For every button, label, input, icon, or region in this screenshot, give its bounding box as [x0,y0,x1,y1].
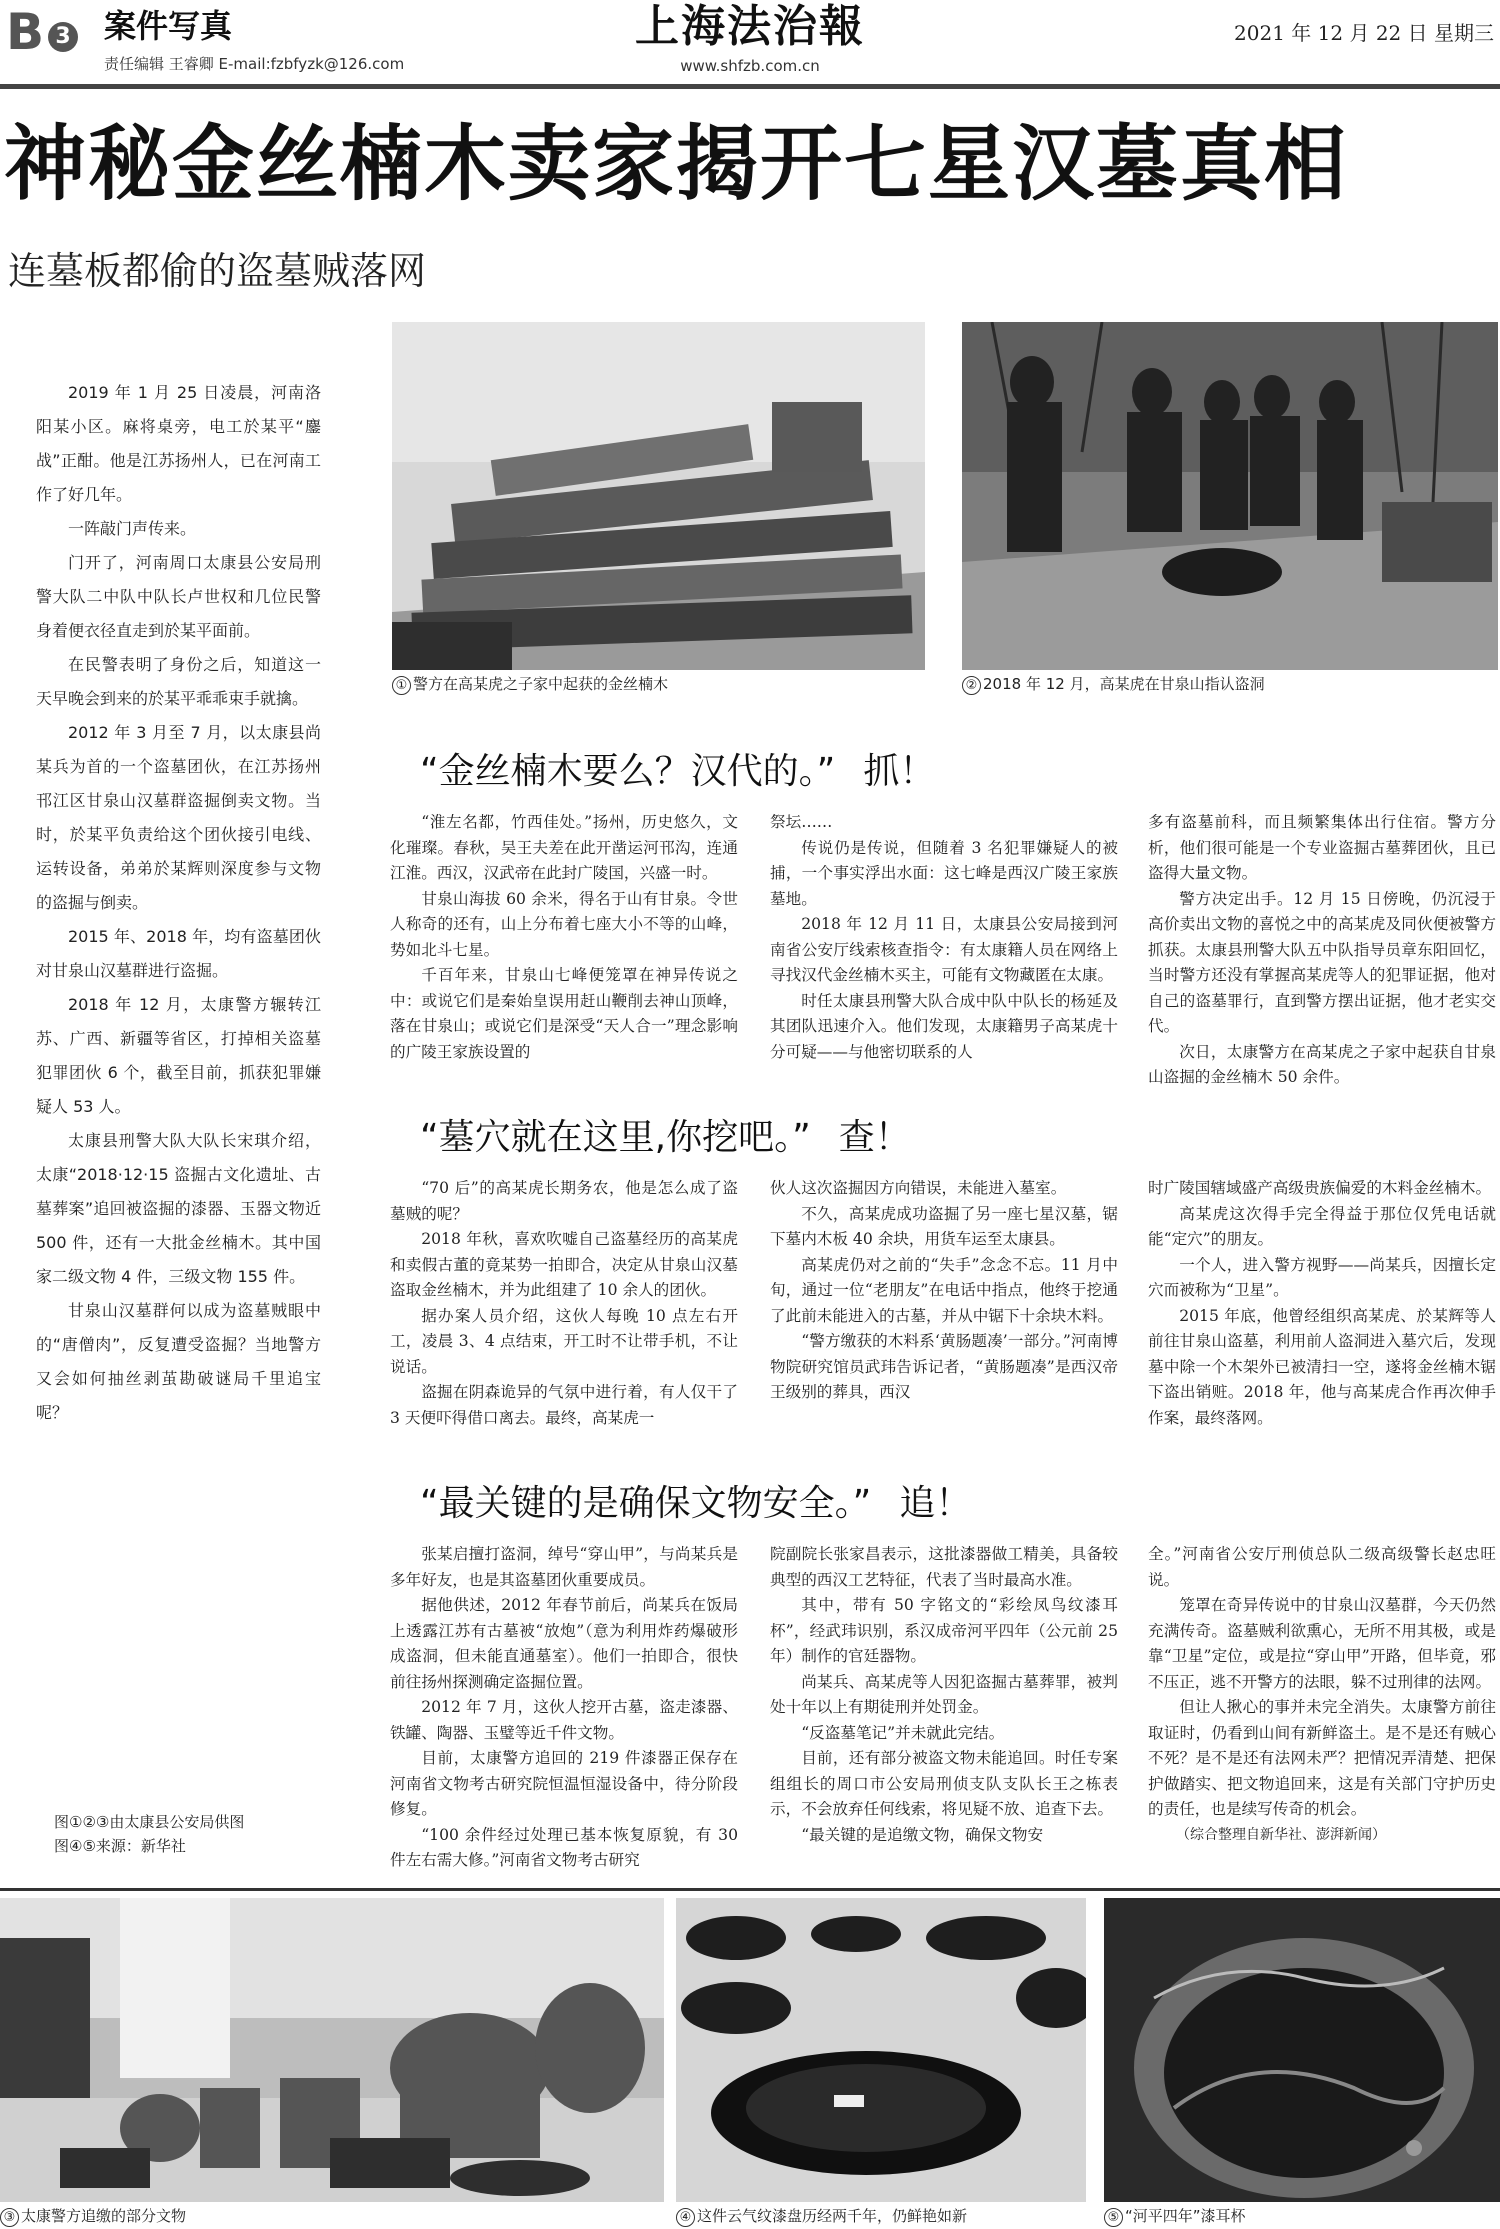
body-paragraph: 不久，高某虎成功盗掘了另一座七星汉墓，锯下墓内木板 40 余块，用货车运至太康县。 [770,1204,1118,1248]
body-paragraph: 全。”河南省公安厅刑侦总队二级高级警长赵忠旺说。 [1148,1545,1496,1589]
section-action: 抓！ [863,751,936,792]
photo-caption: ① 警方在高某虎之子家中起获的金丝楠木 [392,674,668,695]
body-paragraph: 传说仍是传说，但随着 3 名犯罪嫌疑人的被捕，一个事实浮出水面：这七峰是西汉广陵王家族墓地。 [770,838,1118,908]
lead-paragraph: 2019 年 1 月 25 日凌晨，河南洛阳某小区。麻将桌旁，电工於某平“鏖战”正酣。他是江苏扬州人，已在河南工作了好几年。 [36,383,321,504]
page-number: 3 [48,22,78,52]
body-paragraph: 据他供述，2012 年春节前后，尚某兵在饭局上透露江苏有古墓被“放炮”（意为利用炸药爆破形成盗洞，但未能直通墓室）。他们一拍即合，很快前往扬州探测确定盗掘位置。 [390,1596,738,1691]
body-paragraph: 时任太康县刑警大队合成中队中队长的杨延及其团队迅速介入。他们发现，太康籍男子高某虎十分可疑——与他密切联系的人 [770,991,1118,1061]
body-paragraph: “淮左名都，竹西佳处。”扬州，历史悠久，文化璀璨。春秋，吴王夫差在此开凿运河邗沟，连通江淮。西汉，汉武帝在此封广陵国，兴盛一时。 [390,813,738,882]
section-title: “墓穴就在这里,你挖吧。” 查！ [420,1117,911,1158]
section-title: “金丝楠木要么？汉代的。” 抓！ [420,751,936,792]
body-paragraph: “100 余件经过处理已基本恢复原貌，有 30 件左右需大修。”河南省文物考古研究 [390,1825,738,1869]
lead-paragraph: 一阵敲门声传来。 [68,519,197,538]
caption-number: ② [962,676,981,695]
bronze-relics-photo [0,1898,664,2202]
body-paragraph: 尚某兵、高某虎等人因犯盗掘古墓葬罪，被判处十年以上有期徒刑并处罚金。 [770,1672,1118,1716]
body-paragraph: 甘泉山海拔 60 余米，得名于山有甘泉。令世人称奇的还有，山上分布着七座大小不等的山峰，势如北斗七星。 [390,889,738,959]
bottom-rule [0,1888,1500,1891]
text-column [390,1542,738,1874]
body-paragraph: “70 后”的高某虎长期务农，他是怎么成了盗墓贼的呢？ [390,1179,738,1223]
subheadline: 连墓板都偷的盗墓贼落网 [8,249,427,293]
text-column [1148,810,1496,1091]
lead-paragraph: 2018 年 12 月，太康警方辗转江苏、广西、新疆等省区，打掉相关盗墓犯罪团伙 6 个，截至目前，抓获犯罪嫌疑人 53 人。 [36,995,321,1116]
body-paragraph: 高某虎这次得手完全得益于那位仅凭电话就能“定穴”的朋友。 [1148,1204,1496,1248]
body-paragraph: 高某虎仍对之前的“失手”念念不忘。11 月中旬，通过一位“老朋友”在电话中指点，他终于挖通了此前未能进入的古墓，并从中锯下十余块木料。 [770,1255,1118,1325]
lead-paragraph: 甘泉山汉墓群何以成为盗墓贼眼中的“唐僧肉”，反复遭受盗掘？当地警方又会如何抽丝剥茧勘破谜局千里追宝呢？ [36,1301,321,1422]
body-paragraph: “警方缴获的木料系‘黄肠题凑’一部分。”河南博物院研究馆员武玮告诉记者，“黄肠题凑”是西汉帝王级别的葬具，西汉 [770,1332,1118,1401]
page-header [0,0,1500,84]
text-column [1148,1176,1496,1431]
photo-caption: ③ 太康警方追缴的部分文物 [0,2206,186,2227]
body-paragraph: 次日，太康警方在高某虎之子家中起获自甘泉山盗掘的金丝楠木 50 余件。 [1148,1042,1496,1086]
issue-date: 2021 年 12 月 22 日 星期三 [1234,21,1494,45]
body-paragraph: 警方决定出手。12 月 15 日傍晚，仍沉浸于高价卖出文物的喜悦之中的高某虎及同伙便被警方抓获。太康县刑警大队五中队指导员章东阳回忆，当时警方还没有掌握高某虎等人的犯罪证据，他对自己的盗墓罪行，直到警方摆出证据，他才老实交代。 [1148,889,1496,1035]
section-title: “最关键的是确保文物安全。” 追！ [420,1483,972,1524]
body-paragraph: 2018 年秋，喜欢吹嘘自己盗墓经历的高某虎和卖假古董的竟某势一拍即合，决定从甘泉山汉墓盗取金丝楠木，并为此组建了 10 余人的团伙。 [390,1230,738,1299]
text-column [390,810,738,1065]
article-source: （综合整理自新华社、澎湃新闻） [1176,1826,1386,1843]
body-paragraph: 院副院长张家昌表示，这批漆器做工精美，具备较典型的西汉工艺特征，代表了当时最高水准。 [770,1545,1118,1589]
caption-number: ① [392,676,411,695]
body-paragraph: 笼罩在奇异传说中的甘泉山汉墓群，今天仍然充满传奇。盗墓贼利欲熏心，无所不用其极，或是靠“卫星”定位，或是拉“穿山甲”开路，但毕竟，邪不压正，逃不开警方的法眼，躲不过刑律的法网。 [1148,1596,1496,1691]
text-column [770,810,1118,1065]
body-paragraph: 时广陵国辖域盛产高级贵族偏爱的木料金丝楠木。 [1148,1179,1492,1197]
body-paragraph: 千百年来，甘泉山七峰便笼罩在神异传说之中：或说它们是秦始皇误用赶山鞭削去神山顶峰，落在甘泉山；或说它们是深受“天人合一”理念影响的广陵王家族设置的 [390,966,738,1061]
body-paragraph: 其中，带有 50 字铭文的“彩绘凤鸟纹漆耳杯”，经武玮识别，系汉成帝河平四年（公元前 25 年）制作的官廷器物。 [770,1596,1118,1665]
lead-paragraph: 太康县刑警大队大队长宋琪介绍，太康“2018·12·15 盗掘古文化遗址、古墓葬案”追回被盗掘的漆器、玉器文物近 500 件，还有一大批金丝楠木。其中国家二级文物 4 件，三级文物 155 件。 [36,1131,321,1286]
body-paragraph: 一个人，进入警方视野——尚某兵，因擅长定穴而被称为“卫星”。 [1148,1255,1496,1299]
body-paragraph: 2015 年底，他曾经组织高某虎、於某辉等人前往甘泉山盗墓，利用前人盗洞进入墓穴后，发现墓中除一个木架外已被清扫一空，遂将金丝楠木锯下盗出销赃。2018 年，他与高某虎合作再次伸手作案，最终落网。 [1148,1306,1496,1427]
lacquer-plates-photo [676,1898,1086,2202]
photo-credit-line: 图④⑤来源：新华社 [54,1837,186,1855]
body-paragraph: 目前，太康警方追回的 219 件漆器正保存在河南省文物考古研究院恒温恒湿设备中，待分阶段修复。 [390,1749,738,1818]
photo-caption: ④ 这件云气纹漆盘历经两千年，仍鲜艳如新 [676,2206,967,2227]
stacked-wood-photo [392,322,925,670]
body-paragraph: 祭坛…… [770,813,833,831]
text-column [1148,1542,1496,1848]
website-url: www.shfzb.com.cn [680,57,820,75]
body-paragraph: 但让人揪心的事并未完全消失。太康警方前往取证时，仍看到山间有新鲜盗土。是不是还有贼心不死？是不是还有法网未严？把情况弄清楚、把保护做踏实、把文物追回来，这是有关部门守护历史的责任，也是续写传奇的机会。 [1148,1698,1496,1818]
text-column [770,1176,1118,1406]
lead-paragraph: 门开了，河南周口太康县公安局刑警大队二中队中队长卢世权和几位民警身着便衣径直走到於某平面前。 [36,553,321,640]
photo-credit-line: 图①②③由太康县公安局供图 [54,1813,245,1831]
lead-paragraph: 在民警表明了身份之后，知道这一天早晚会到来的於某平乖乖束手就擒。 [36,655,321,708]
lead-paragraph: 2015 年、2018 年，均有盗墓团伙对甘泉山汉墓群进行盗掘。 [36,927,321,980]
body-paragraph: “反盗墓笔记”并未就此完结。 [801,1723,1005,1742]
header-rule [0,84,1500,89]
body-paragraph: 伙人这次盗掘因方向错误，未能进入墓室。 [770,1179,1067,1197]
newspaper-masthead: 上海法治報 [635,1,865,52]
body-paragraph: 多有盗墓前科，而且频繁集体出行住宿。警方分析，他们很可能是一个专业盗掘古墓葬团伙，且已盗得大量文物。 [1148,813,1496,882]
caption-number: ③ [0,2208,19,2227]
editor-line: 责任编辑 王睿卿 E-mail:fzbfyzk@126.com [104,55,405,73]
section-action: 追！ [899,1483,972,1524]
caption-number: ④ [676,2208,695,2227]
text-column [390,1176,738,1431]
body-paragraph: 2018 年 12 月 11 日，太康县公安局接到河南省公安厅线索核查指令：有太康籍人员在网络上寻找汉代金丝楠木买主，可能有文物藏匿在太康。 [770,915,1118,984]
police-hillside-photo [962,322,1498,670]
section-action: 查！ [838,1117,911,1158]
page-letter: B [6,3,45,61]
photo-credits [54,1810,324,1858]
body-paragraph: 盗掘在阴森诡异的气氛中进行着，有人仅干了 3 天便吓得借口离去。最终，高某虎一 [390,1383,738,1427]
body-paragraph: “最关键的是追缴文物，确保文物安 [801,1825,1044,1844]
body-paragraph: 目前，还有部分被盗文物未能追回。时任专案组组长的周口市公安局刑侦支队支队长王之栋表示，不会放弃任何线索，将见疑不放、追查下去。 [770,1749,1118,1818]
headline: 神秘金丝楠木卖家揭开七星汉墓真相 [4,117,1349,212]
ear-cup-photo [1104,1898,1500,2202]
caption-number: ⑤ [1104,2208,1123,2227]
body-paragraph: 2012 年 7 月，这伙人挖开古墓，盗走漆器、铁罐、陶器、玉璧等近千件文物。 [390,1698,738,1742]
section-name: 案件写真 [104,7,233,45]
text-column [770,1542,1118,1848]
body-paragraph: 据办案人员介绍，这伙人每晚 10 点左右开工，凌晨 3、4 点结束，开工时不让带手机，不让说话。 [390,1306,738,1376]
page-number-badge [6,4,98,64]
lead-paragraph: 2012 年 3 月至 7 月，以太康县尚某兵为首的一个盗墓团伙，在江苏扬州邗江区甘泉山汉墓群盗掘倒卖文物。当时，於某平负责给这个团伙接引电线、运转设备，弟弟於某辉则深度参与文物的盗掘与倒卖。 [36,723,321,912]
lead-column [36,376,321,1430]
photo-caption: ② 2018 年 12 月，高某虎在甘泉山指认盗洞 [962,674,1265,695]
body-paragraph: 张某启擅打盗洞，绰号“穿山甲”，与尚某兵是多年好友，也是其盗墓团伙重要成员。 [390,1545,738,1589]
photo-caption: ⑤ “河平四年”漆耳杯 [1104,2206,1246,2227]
